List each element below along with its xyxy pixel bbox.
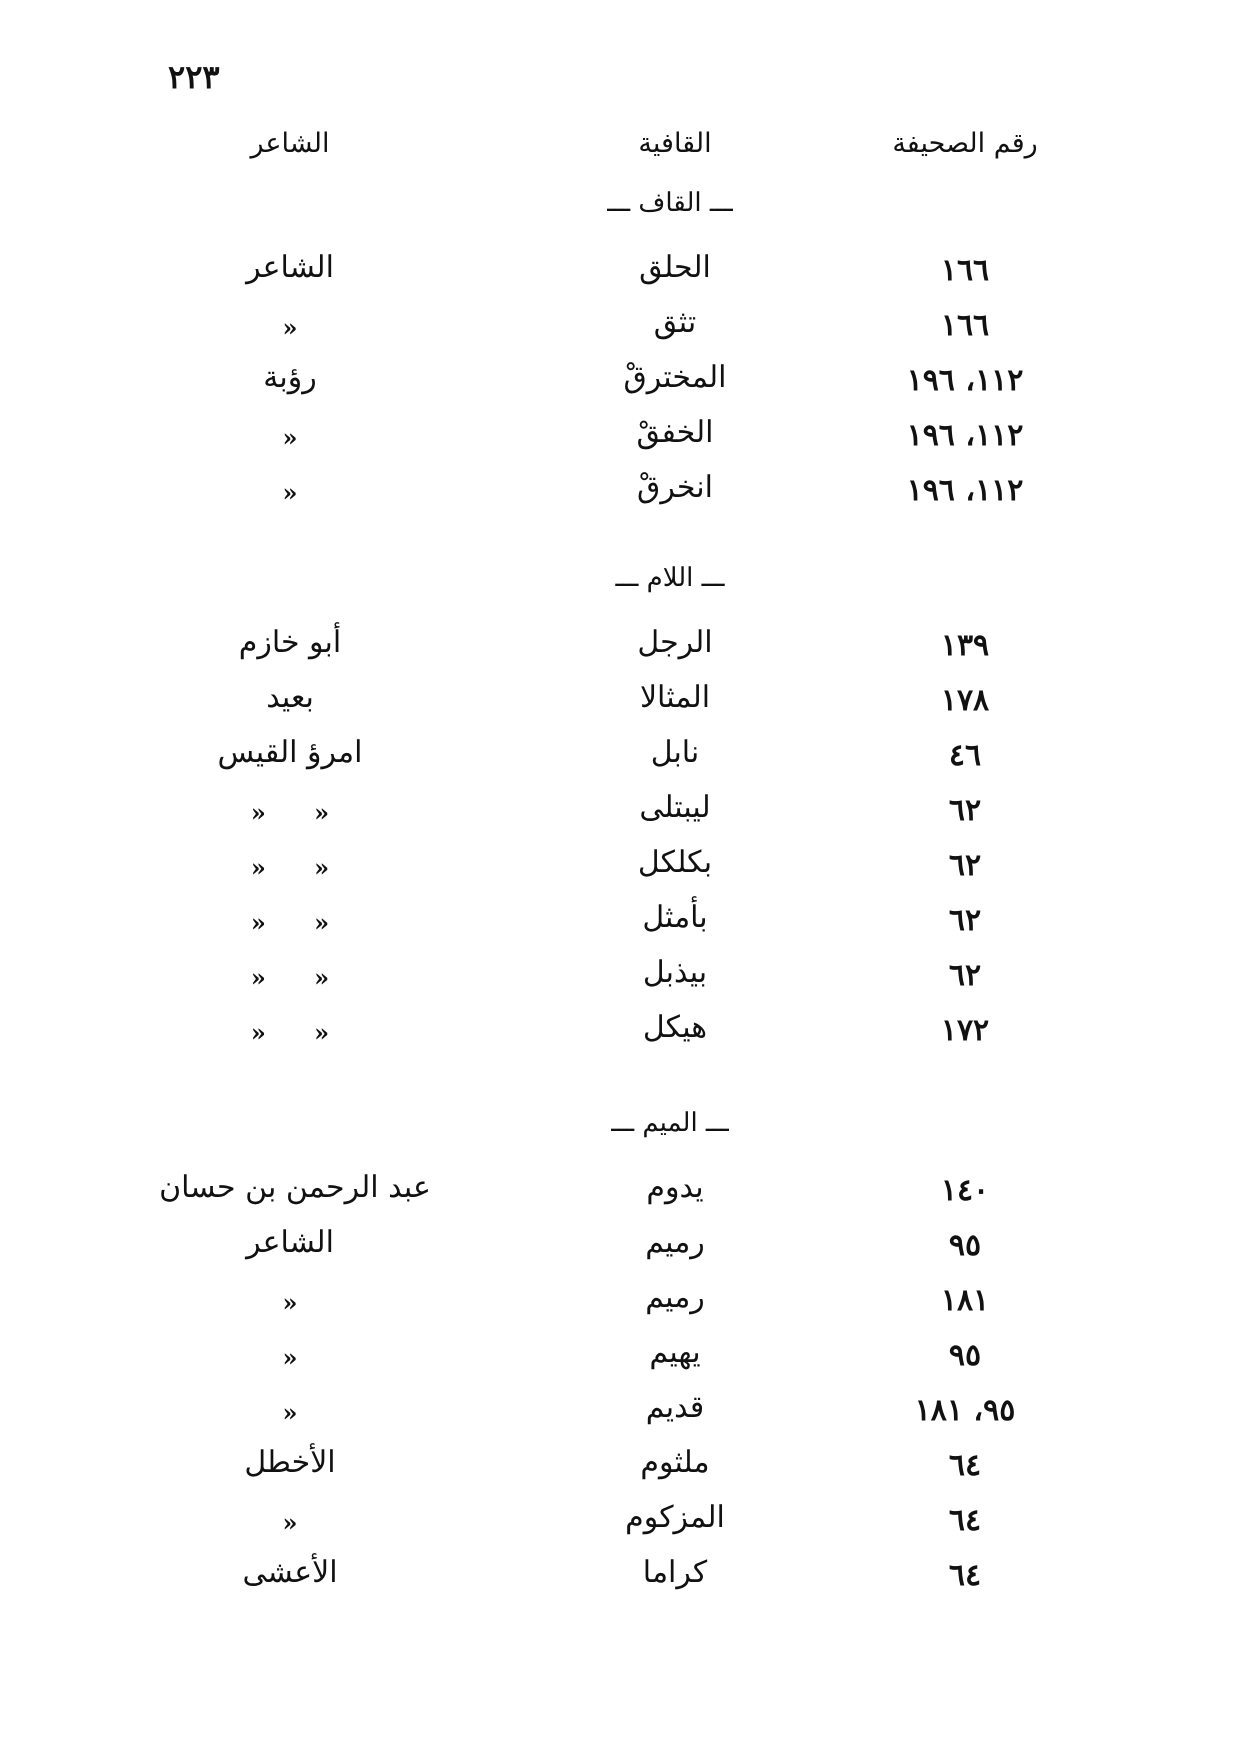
page-number: ٢٢٣ [168,58,220,96]
rhyme-word: الرجل [637,625,713,660]
page-ref: ١٦٦ [940,308,990,343]
rhyme-word: نابل [650,735,700,770]
rhyme-word: تثق [653,305,697,340]
rhyme-word: المثالا [639,680,711,715]
page-ref: ٦٢ [948,958,982,993]
poet-name: الشاعر [246,1225,334,1260]
poet-name: رؤبة [263,360,317,395]
poet-ditto: » [282,478,298,507]
column-header-poet: الشاعر [250,128,330,159]
page-ref: ١٤٠ [940,1173,990,1208]
page-ref: ٩٥ [948,1338,982,1373]
rhyme-word: ليبتلى [639,790,711,825]
poet-ditto: » [282,313,298,342]
page-ref: ١٣٩ [940,628,990,663]
page-ref: ٦٤ [948,1558,982,1593]
rhyme-word: قديم [645,1390,705,1425]
page-ref: ٤٦ [948,738,982,773]
rhyme-word: الحلق [639,250,711,285]
rhyme-word: بيذبل [642,955,708,990]
page-ref: ٦٢ [948,848,982,883]
page-ref: ١٧٢ [940,1013,990,1048]
page-ref: ١٦٦ [940,253,990,288]
poet-name: الشاعر [246,250,334,285]
column-header-rhyme: القافية [638,128,712,159]
poet-ditto: » [282,1288,298,1317]
poet-name: امرؤ القيس [217,735,363,770]
rhyme-word: المخترقْ [623,360,727,395]
section-title-lam: ـــ اللام ـــ [615,563,725,593]
rhyme-word: رميم [645,1280,705,1315]
poet-name: عبد الرحمن بن حسان [159,1170,431,1205]
rhyme-word: انخرقْ [637,470,713,505]
section-title-qaf: ـــ القاف ـــ [607,188,733,218]
page-ref: ١١٢، ١٩٦ [906,473,1024,508]
poet-name: أبو خازم [238,625,342,660]
page-ref: ٩٥، ١٨١ [914,1393,1016,1428]
rhyme-word: ملثوم [640,1445,710,1480]
page-ref: ٩٥ [948,1228,982,1263]
rhyme-word: المزكوم [625,1500,725,1535]
poet-name: الأعشى [242,1555,338,1590]
poet-ditto: » » [250,908,330,937]
rhyme-word: بكلكل [637,845,713,880]
poet-name: الأخطل [244,1445,336,1480]
poet-ditto: » » [250,853,330,882]
page-ref: ١١٢، ١٩٦ [906,418,1024,453]
poet-ditto: » » [250,798,330,827]
page-ref: ١١٢، ١٩٦ [906,363,1024,398]
column-header-page: رقم الصحيفة [892,128,1038,159]
rhyme-word: الخفقْ [636,415,714,450]
section-title-mim: ـــ الميم ـــ [611,1108,729,1138]
poet-ditto: » » [250,963,330,992]
page-ref: ١٧٨ [940,683,990,718]
page-ref: ٦٤ [948,1448,982,1483]
poet-ditto: » [282,1343,298,1372]
rhyme-word: هيكل [642,1010,708,1045]
page-ref: ١٨١ [940,1283,990,1318]
rhyme-word: يهيم [649,1335,701,1370]
poet-ditto: » [282,423,298,452]
rhyme-word: بأمثل [642,900,708,935]
poet-ditto: » » [250,1018,330,1047]
rhyme-word: كراما [642,1555,708,1590]
page-ref: ٦٤ [948,1503,982,1538]
poet-name: بعيد [266,680,314,715]
rhyme-word: يدوم [646,1170,704,1205]
poet-ditto: » [282,1398,298,1427]
poet-ditto: » [282,1508,298,1537]
rhyme-word: رميم [645,1225,705,1260]
page-ref: ٦٢ [948,793,982,828]
page-ref: ٦٢ [948,903,982,938]
